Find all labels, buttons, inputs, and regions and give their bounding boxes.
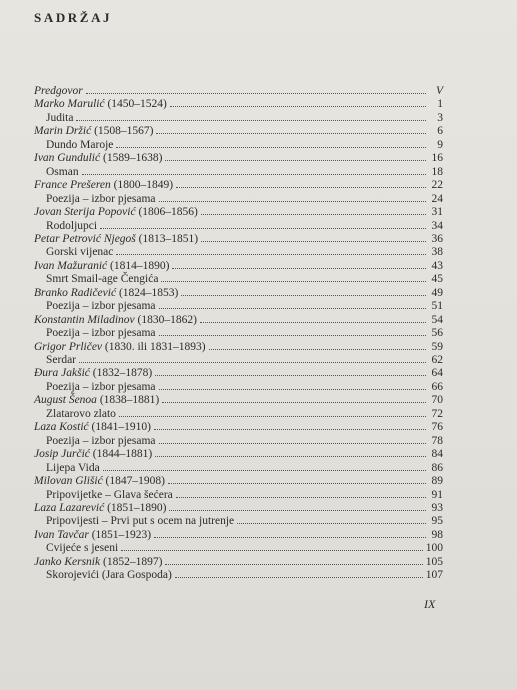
entry-label: Cvijeće s jeseni (46, 542, 119, 555)
author-years: (1832–1878) (92, 367, 153, 380)
page-number: 105 (425, 555, 443, 568)
toc-work-entry (46, 246, 443, 259)
toc-work-entry (46, 515, 443, 528)
author-years: (1508–1567) (94, 125, 154, 138)
author-name (34, 529, 154, 542)
author-years: (1813–1851) (138, 232, 199, 245)
page-number: 64 (431, 367, 443, 380)
work-title (46, 462, 103, 475)
dot-leader (200, 321, 426, 323)
page-number: 51 (431, 300, 443, 313)
page-number: 34 (431, 219, 443, 232)
page-number: V (435, 85, 443, 97)
dot-leader (170, 105, 426, 107)
page-number: 107 (425, 569, 443, 582)
entry-label: France Prešeren (34, 179, 111, 192)
toc-author-entry (34, 421, 443, 434)
entry-label: Zlatarovo zlato (46, 407, 116, 420)
entry-label: Ivan Mažuranić (34, 259, 108, 272)
entry-label: Rodoljupci (46, 219, 98, 232)
dot-leader (201, 213, 426, 215)
entry-label: Skorojevići (Jara Gospoda) (46, 569, 172, 582)
entry-label: Smrt Smail-age Čengića (46, 273, 159, 286)
page-number: 38 (431, 246, 443, 259)
dot-leader (121, 549, 423, 551)
toc-author-entry (34, 314, 443, 327)
toc-author-entry (34, 287, 443, 300)
work-title (46, 354, 79, 367)
entry-label: Josip Jurčić (34, 448, 90, 461)
page-number: 66 (431, 380, 443, 393)
dot-leader (159, 388, 426, 390)
dot-leader (155, 455, 426, 457)
work-title (46, 489, 176, 502)
author-years: (1589–1638) (102, 152, 163, 165)
toc-author-entry (34, 341, 443, 354)
toc-author-entry (34, 233, 443, 246)
page-number: 6 (437, 125, 443, 138)
page-number: 36 (431, 232, 443, 245)
toc-work-entry (46, 300, 443, 313)
page-number: 43 (431, 259, 443, 272)
page-number: 3 (437, 111, 443, 124)
author-years: (1450–1524) (107, 98, 167, 111)
author-name (34, 314, 200, 327)
page-number: 89 (431, 475, 443, 488)
entry-label: Osman (46, 165, 79, 178)
page-number: 18 (431, 165, 443, 178)
dot-leader (100, 227, 426, 229)
toc-work-entry (46, 542, 443, 555)
toc-author-entry (34, 98, 443, 111)
page-number: 54 (431, 313, 443, 326)
toc-author-entry (34, 448, 443, 461)
toc-work-entry (46, 569, 443, 582)
author-years: (1814–1890) (110, 259, 170, 272)
dot-leader (176, 496, 426, 498)
entry-label: Poezija – izbor pjesama (46, 327, 156, 340)
work-title (46, 246, 116, 259)
page-number: 76 (431, 421, 443, 434)
dot-leader (175, 576, 423, 578)
toc-work-entry (46, 408, 443, 421)
work-title (46, 569, 175, 582)
author-name (34, 287, 181, 300)
author-name (34, 206, 201, 219)
toc-author-entry (34, 125, 443, 138)
dot-leader (159, 442, 426, 444)
entry-label: Milovan Glišić (34, 475, 103, 488)
entry-label: Lijepa Vida (46, 461, 100, 474)
toc-work-entry (46, 327, 443, 340)
entry-label: Janko Kersnik (34, 555, 101, 568)
page-number: 56 (431, 327, 443, 340)
entry-label: Marin Držić (34, 125, 92, 138)
page-number: 98 (431, 528, 443, 541)
page-number: 91 (431, 488, 443, 501)
author-years: (1838–1881) (99, 394, 160, 407)
dot-leader (82, 173, 426, 175)
toc-work-entry (46, 220, 443, 233)
toc-work-entry (46, 381, 443, 394)
author-name (34, 125, 156, 138)
author-years: (1851–1890) (107, 501, 167, 514)
page-number: 22 (431, 179, 443, 192)
author-name (34, 260, 172, 273)
entry-label: Laza Kostić (34, 421, 89, 434)
author-name (34, 502, 169, 515)
toc-author-entry (34, 367, 443, 380)
author-name (34, 556, 165, 569)
page-number: 59 (431, 340, 443, 353)
page-number: 86 (431, 461, 443, 474)
dot-leader (79, 361, 426, 363)
dot-leader (159, 200, 426, 202)
page-number: 1 (437, 98, 443, 111)
entry-label: Marko Marulić (34, 98, 105, 111)
toc-author-entry (34, 529, 443, 542)
dot-leader (209, 348, 426, 350)
page-number: 31 (431, 206, 443, 219)
entry-label: Dundo Maroje (46, 138, 114, 151)
toc-author-entry (34, 502, 443, 515)
dot-leader (155, 374, 426, 376)
author-name (34, 394, 162, 407)
page-number: 16 (431, 152, 443, 165)
dot-leader (86, 92, 426, 94)
toc-author-entry (34, 260, 443, 273)
dot-leader (237, 522, 426, 524)
dot-leader (165, 159, 426, 161)
toc-work-entry (46, 435, 443, 448)
entry-label: Pripovijesti – Prvi put s ocem na jutrenje (46, 515, 235, 528)
entry-label: Gorski vijenac (46, 246, 114, 259)
author-years: (1841–1910) (91, 421, 151, 434)
toc-author-entry (34, 475, 443, 488)
author-years: (1847–1908) (105, 475, 165, 488)
dot-leader (169, 509, 426, 511)
work-title (46, 112, 76, 125)
dot-leader (154, 428, 426, 430)
author-name (34, 448, 155, 461)
entry-label: Predgovor (34, 85, 83, 97)
entry-label: Petar Petrović Njegoš (34, 232, 136, 245)
entry-label: August Šenoa (34, 394, 97, 407)
dot-leader (162, 401, 426, 403)
dot-leader (161, 280, 426, 282)
dot-leader (201, 240, 426, 242)
dot-leader (172, 267, 426, 269)
entry-label: Konstantin Miladinov (34, 313, 135, 326)
author-name (34, 152, 165, 165)
dot-leader (116, 146, 426, 148)
author-years: (1830. ili 1831–1893) (104, 340, 206, 353)
toc-work-entry (46, 112, 443, 125)
author-name (34, 421, 154, 434)
dot-leader (116, 253, 426, 255)
work-title (46, 327, 159, 340)
author-years: (1844–1881) (92, 448, 153, 461)
toc-work-entry (46, 462, 443, 475)
entry-label: Grigor Prličev (34, 340, 103, 353)
toc-author-entry (34, 206, 443, 219)
work-title (46, 220, 100, 233)
page-number: 78 (431, 434, 443, 447)
entry-label: Judita (46, 111, 74, 124)
work-title (46, 542, 121, 555)
page-number: 49 (431, 286, 443, 299)
page-folio: IX (424, 597, 436, 611)
work-title (46, 139, 116, 152)
page-number: 45 (431, 273, 443, 286)
author-name (34, 475, 168, 488)
toc-author-entry (34, 179, 443, 192)
dot-leader (156, 132, 426, 134)
entry-label: Poezija – izbor pjesama (46, 434, 156, 447)
dot-leader (103, 469, 426, 471)
work-title (46, 381, 159, 394)
toc-work-entry (46, 273, 443, 286)
entry-label: Branko Radičević (34, 286, 117, 299)
work-title (46, 166, 82, 179)
author-name (34, 233, 201, 246)
work-title (46, 273, 161, 286)
page-number: 100 (425, 542, 443, 555)
toc-work-entry (46, 489, 443, 502)
work-title (46, 193, 159, 206)
page-number: 95 (431, 515, 443, 528)
entry-label: Poezija – izbor pjesama (46, 300, 156, 313)
toc-author-entry (34, 85, 443, 98)
page-number: 62 (431, 354, 443, 366)
page-number: 70 (431, 394, 443, 407)
author-name (34, 179, 176, 192)
toc-work-entry (46, 139, 443, 152)
author-name (34, 98, 170, 111)
dot-leader (154, 536, 426, 538)
author-name (34, 341, 209, 354)
entry-label: Poezija – izbor pjesama (46, 192, 156, 205)
page-number: 24 (431, 192, 443, 205)
work-title (46, 435, 159, 448)
dot-leader (76, 119, 426, 121)
author-years: (1830–1862) (137, 313, 197, 326)
dot-leader (159, 334, 426, 336)
toc-author-entry (34, 556, 443, 569)
work-title (46, 408, 119, 421)
entry-label: Ivan Gundulić (34, 152, 101, 165)
author-name (34, 85, 86, 98)
entry-label: Laza Lazarević (34, 501, 105, 514)
author-years: (1852–1897) (102, 555, 163, 568)
author-years: (1824–1853) (118, 286, 179, 299)
page-number: 72 (431, 407, 443, 420)
dot-leader (168, 482, 426, 484)
dot-leader (159, 307, 426, 309)
entry-label: Ivan Tavčar (34, 528, 89, 541)
entry-label: Jovan Sterija Popović (34, 206, 136, 219)
page-number: 93 (431, 501, 443, 514)
page-number: 9 (437, 138, 443, 151)
toc-author-entry (34, 394, 443, 407)
author-years: (1851–1923) (91, 528, 152, 541)
author-years: (1800–1849) (113, 179, 174, 192)
work-title (46, 300, 159, 313)
toc-work-entry (46, 193, 443, 206)
dot-leader (165, 563, 422, 565)
entry-label: Serdar (46, 354, 77, 366)
entry-label: Pripovijetke – Glava šećera (46, 488, 173, 501)
author-years: (1806–1856) (138, 206, 198, 219)
author-name (34, 367, 155, 380)
entry-label: Đura Jakšić (34, 367, 90, 380)
dot-leader (181, 294, 426, 296)
toc-work-entry (46, 354, 443, 367)
page-title: SADRŽAJ (34, 10, 113, 25)
toc-author-entry (34, 152, 443, 165)
dot-leader (119, 415, 426, 417)
dot-leader (176, 186, 426, 188)
toc-work-entry (46, 166, 443, 179)
page-number: 84 (431, 448, 443, 461)
entry-label: Poezija – izbor pjesama (46, 380, 156, 393)
work-title (46, 515, 237, 528)
